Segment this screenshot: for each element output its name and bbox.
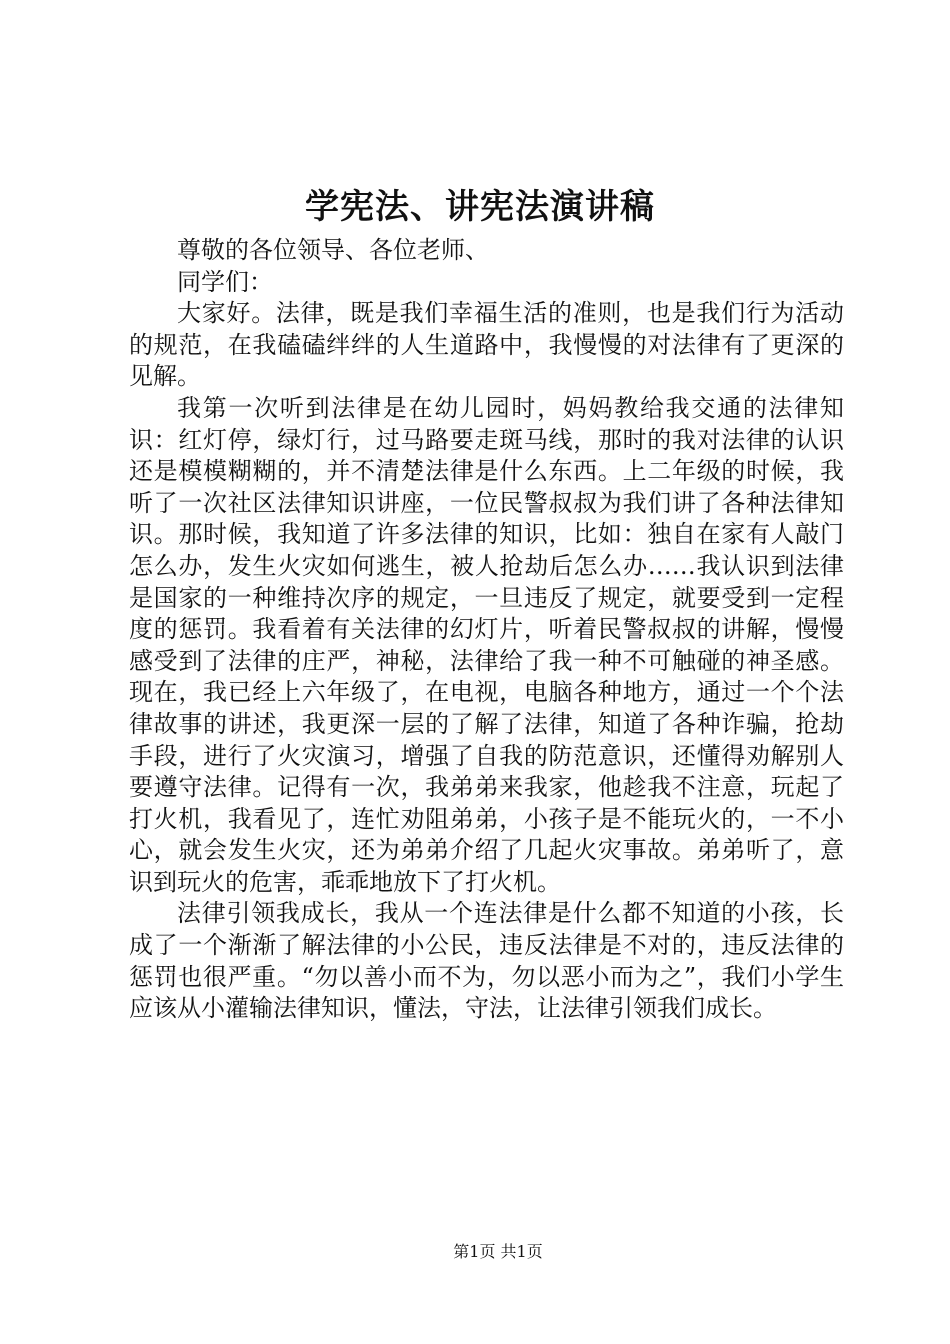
paragraph-2: 我第一次听到法律是在幼儿园时，妈妈教给我交通的法律知识：红灯停，绿灯行，过马路要走斑马线，那时的我对法律的认识还是模模糊糊的，并不清楚法律是什么东西。上二年级的时候，我听了一次社区法律知识讲座，一位民警叔叔为我们讲了各种法律知识。那时候，我知道了许多法律的知识，比如：独自在家有人敲门怎么办，发生火灾如何逃生，被人抢劫后怎么办……我认识到法律是国家的一种维持次序的规定，一旦违反了规定，就要受到一定程度的惩罚。我看着有关法律的幻灯片，听着民警叔叔的讲解，慢慢感受到了法律的庄严，神秘，法律给了我一种不可触碰的神圣感。现在，我已经上六年级了，在电视，电脑各种地方，通过一个个法律故事的讲述，我更深一层的了解了法律，知道了各种诈骗，抢劫手段，进行了火灾演习，增强了自我的防范意识，还懂得劝解别人要遵守法律。记得有一次，我弟弟来我家，他趁我不注意，玩起了打火机，我看见了，连忙劝阻弟弟，小孩子是不能玩火的，一不小心，就会发生火灾，还为弟弟介绍了几起火灾事故。弟弟听了，意识到玩火的危害，乖乖地放下了打火机。 — [129, 393, 844, 896]
salutation-line-1: 尊敬的各位领导、各位老师、 — [177, 236, 489, 264]
paragraph-1: 大家好。法律，既是我们幸福生活的准则，也是我们行为活动的规范，在我磕磕绊绊的人生道路中，我慢慢的对法律有了更深的见解。 — [129, 299, 844, 391]
page-footer: 第1页 共1页 — [453, 1242, 543, 1261]
document-body — [129, 235, 844, 1025]
paragraph-3: 法律引领我成长，我从一个连法律是什么都不知道的小孩，长成了一个渐渐了解法律的小公民，违反法律是不对的，违反法律的惩罚也很严重。“勿以善小而不为，勿以恶小而为之”，我们小学生应该从小灌输法律知识，懂法，守法，让法律引领我们成长。 — [129, 899, 844, 1023]
salutation-line-2: 同学们： — [177, 267, 273, 296]
document-title: 学宪法、讲宪法演讲稿 — [305, 187, 655, 227]
